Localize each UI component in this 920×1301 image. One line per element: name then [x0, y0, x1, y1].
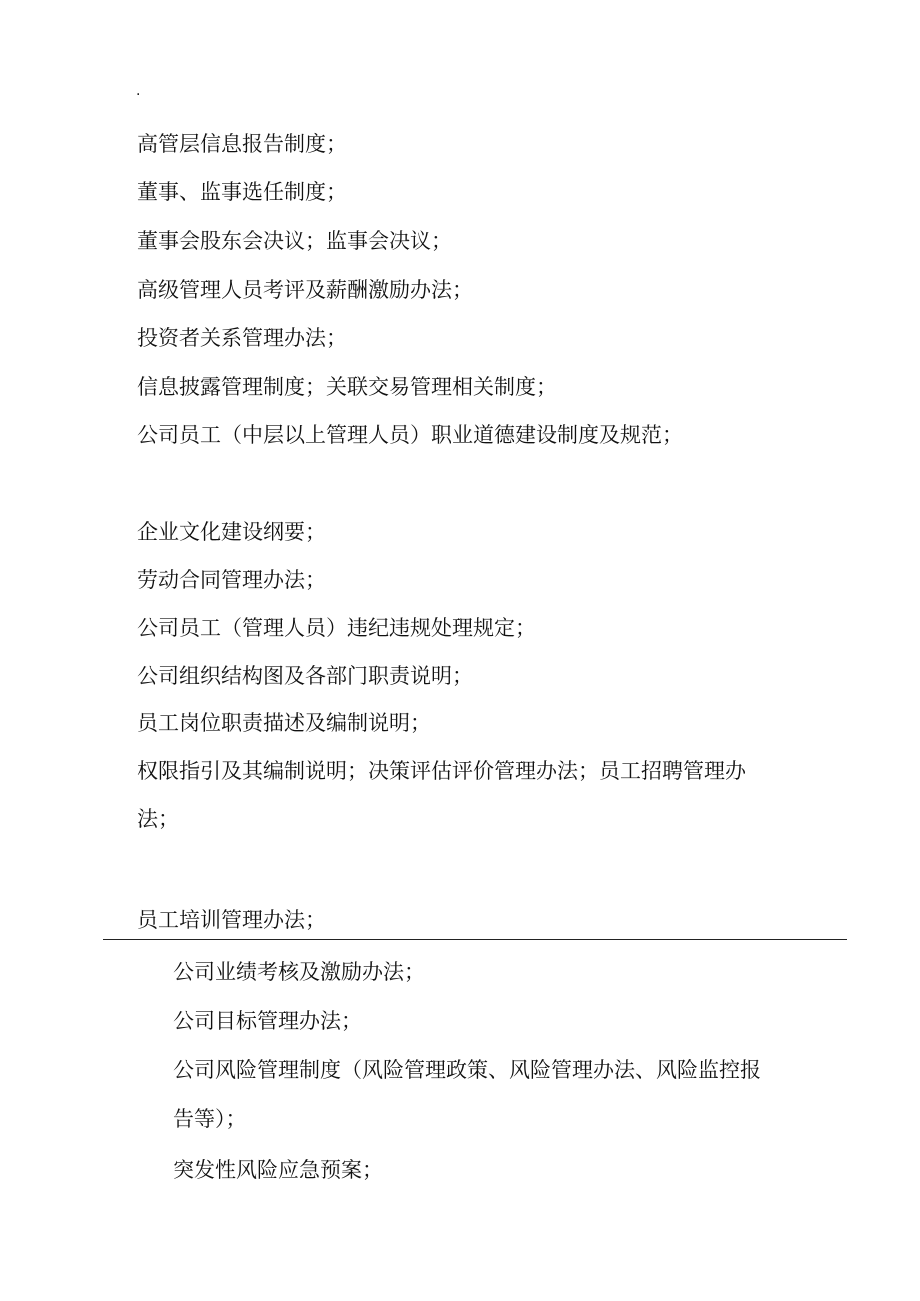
- list-item: 突发性风险应急预案；: [173, 1158, 383, 1182]
- list-item: 企业文化建设纲要；: [137, 520, 326, 544]
- list-item: 公司组织结构图及各部门职责说明；: [137, 664, 473, 688]
- page-marker: .: [136, 83, 141, 99]
- list-item: 员工岗位职责描述及编制说明；: [137, 711, 431, 735]
- list-item: 公司员工（中层以上管理人员）职业道德建设制度及规范；: [137, 423, 683, 447]
- list-item: 权限指引及其编制说明；决策评估评价管理办法；员工招聘管理办: [137, 759, 746, 783]
- list-item: 公司风险管理制度（风险管理政策、风险管理办法、风险监控报: [173, 1058, 761, 1082]
- section-divider: [103, 939, 847, 940]
- list-item: 劳动合同管理办法；: [137, 568, 326, 592]
- list-item-continuation: 法；: [137, 807, 179, 831]
- list-item: 公司员工（管理人员）违纪违规处理规定；: [137, 616, 536, 640]
- list-item: 公司目标管理办法；: [173, 1009, 362, 1033]
- list-item-continuation: 告等）；: [173, 1107, 247, 1131]
- list-item: 公司业绩考核及激励办法；: [173, 960, 425, 984]
- list-item: 信息披露管理制度；关联交易管理相关制度；: [137, 375, 557, 399]
- list-item: 投资者关系管理办法；: [137, 326, 347, 350]
- list-item: 董事、监事选任制度；: [137, 180, 347, 204]
- list-item: 董事会股东会决议；监事会决议；: [137, 229, 452, 253]
- list-item: 高管层信息报告制度；: [137, 132, 347, 156]
- list-item: 高级管理人员考评及薪酬激励办法；: [137, 278, 473, 302]
- list-item: 员工培训管理办法；: [137, 908, 326, 932]
